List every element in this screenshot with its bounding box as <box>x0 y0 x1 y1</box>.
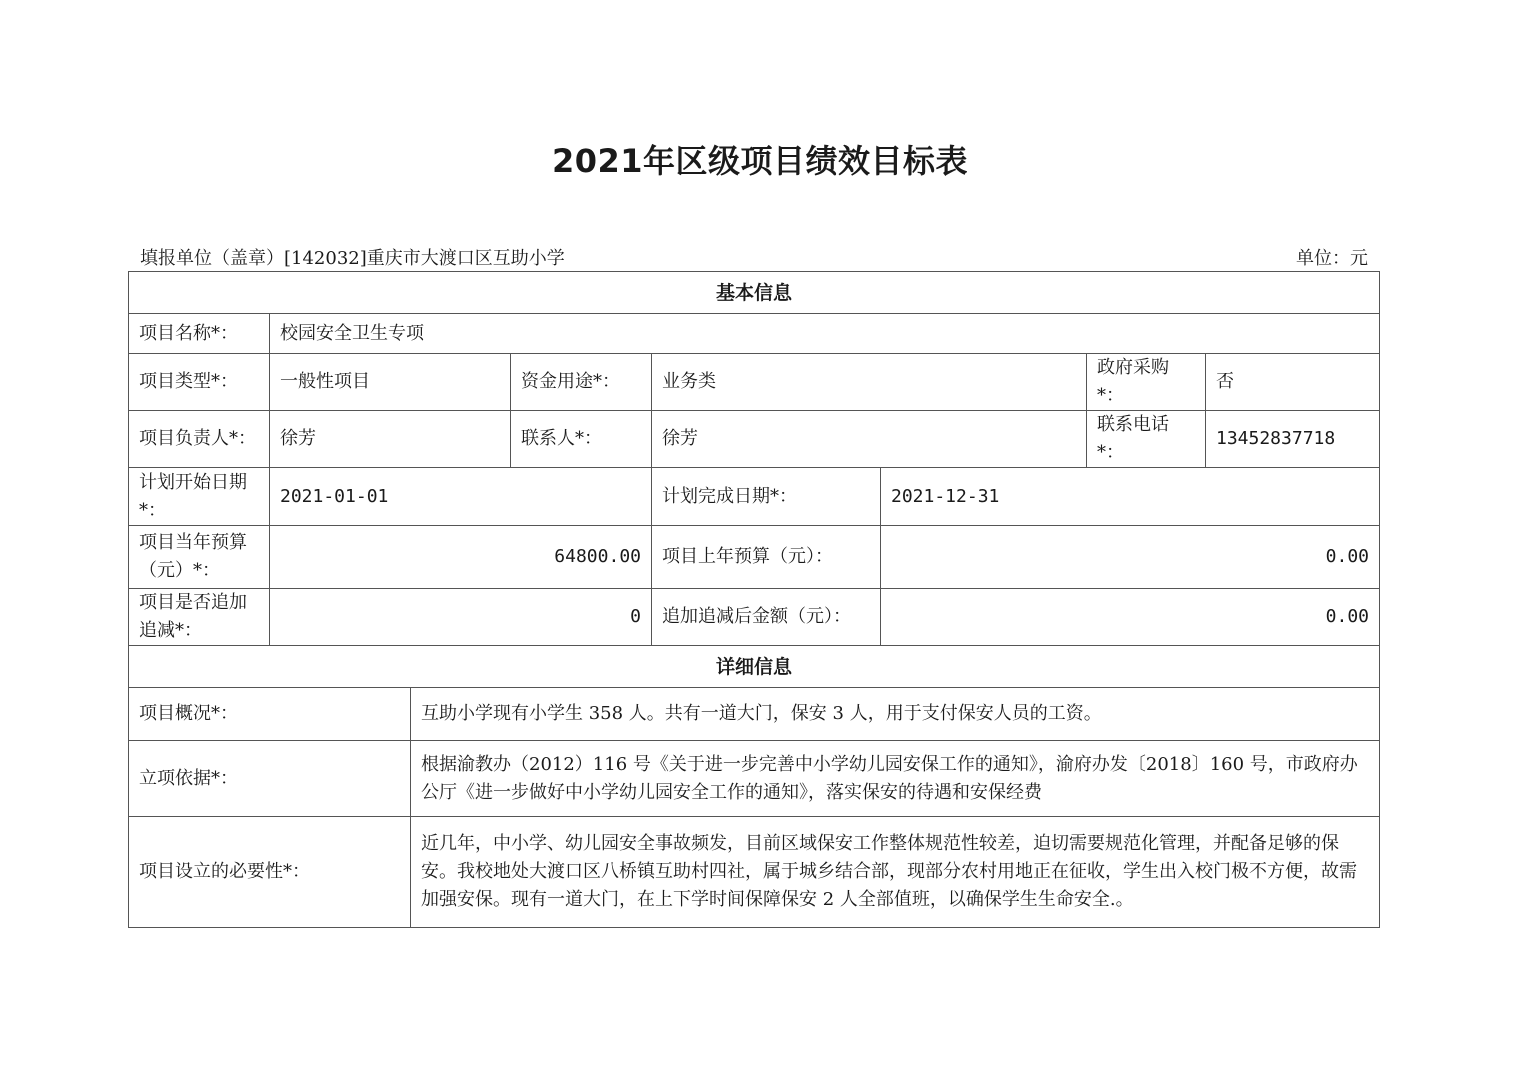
row-adjustment <box>129 589 1380 646</box>
project-type-value: 一般性项目 <box>270 354 511 411</box>
project-name-value: 校园安全卫生专项 <box>270 314 1380 354</box>
project-type-label: 项目类型*： <box>129 354 270 411</box>
section-title-basic: 基本信息 <box>129 272 1380 314</box>
prev-budget-label: 项目上年预算（元）： <box>652 526 881 589</box>
row-project-type <box>129 354 1380 411</box>
adjusted-amount-value: 0.00 <box>881 589 1380 646</box>
row-budget <box>129 526 1380 589</box>
overview-value: 互助小学现有小学生 358 人。共有一道大门，保安 3 人，用于支付保安人员的工资。 <box>411 688 1380 741</box>
basis-label: 立项依据*： <box>129 741 411 817</box>
adjust-label: 项目是否追加追减*： <box>129 589 270 646</box>
prev-budget-value: 0.00 <box>881 526 1380 589</box>
row-project-leader <box>129 411 1380 468</box>
start-date-value: 2021-01-01 <box>270 468 652 526</box>
section-detail-info <box>129 646 1380 688</box>
overview-label: 项目概况*： <box>129 688 411 741</box>
row-overview <box>129 688 1380 741</box>
row-basis <box>129 741 1380 817</box>
start-date-label: 计划开始日期*： <box>129 468 270 526</box>
fund-use-value: 业务类 <box>652 354 1087 411</box>
report-header <box>140 244 1368 270</box>
basis-value: 根据渝教办（2012）116 号《关于进一步完善中小学幼儿园安保工作的通知》，渝府办发〔2018〕160 号，市政府办公厅《进一步做好中小学幼儿园安全工作的通知》，落实保安的待遇和安保经费 <box>411 741 1380 817</box>
row-plan-dates <box>129 468 1380 526</box>
page-title: 2021年区级项目绩效目标表 <box>551 142 969 180</box>
phone-label: 联系电话*： <box>1087 411 1206 468</box>
leader-value: 徐芳 <box>270 411 511 468</box>
row-necessity <box>129 817 1380 928</box>
end-date-label: 计划完成日期*： <box>652 468 881 526</box>
currency-unit: 单位：元 <box>1296 248 1368 269</box>
section-title-detail: 详细信息 <box>129 646 1380 688</box>
budget-label: 项目当年预算（元）*： <box>129 526 270 589</box>
adjusted-amount-label: 追加追减后金额（元）： <box>652 589 881 646</box>
leader-label: 项目负责人*： <box>129 411 270 468</box>
contact-value: 徐芳 <box>652 411 1087 468</box>
fund-use-label: 资金用途*： <box>511 354 652 411</box>
row-project-name <box>129 314 1380 354</box>
phone-value: 13452837718 <box>1206 411 1380 468</box>
project-name-label: 项目名称*： <box>129 314 270 354</box>
necessity-label: 项目设立的必要性*： <box>129 817 411 928</box>
adjust-value: 0 <box>270 589 652 646</box>
necessity-value: 近几年，中小学、幼儿园安全事故频发，目前区域保安工作整体规范性较差，迫切需要规范化管理，并配备足够的保安。我校地处大渡口区八桥镇互助村四社，属于城乡结合部，现部分农村用地正在征收，学生出入校门极不方便，故需加强安保。现有一道大门，在上下学时间保障保安 2 人全部值班，以确保学生生命安全.。 <box>411 817 1380 928</box>
budget-value: 64800.00 <box>270 526 652 589</box>
reporting-unit: 填报单位（盖章）[142032]重庆市大渡口区互助小学 <box>140 248 565 269</box>
section-basic-info <box>129 272 1380 314</box>
contact-label: 联系人*： <box>511 411 652 468</box>
gov-purchase-value: 否 <box>1206 354 1380 411</box>
performance-target-table <box>128 271 1380 928</box>
gov-purchase-label: 政府采购*： <box>1087 354 1206 411</box>
end-date-value: 2021-12-31 <box>881 468 1380 526</box>
